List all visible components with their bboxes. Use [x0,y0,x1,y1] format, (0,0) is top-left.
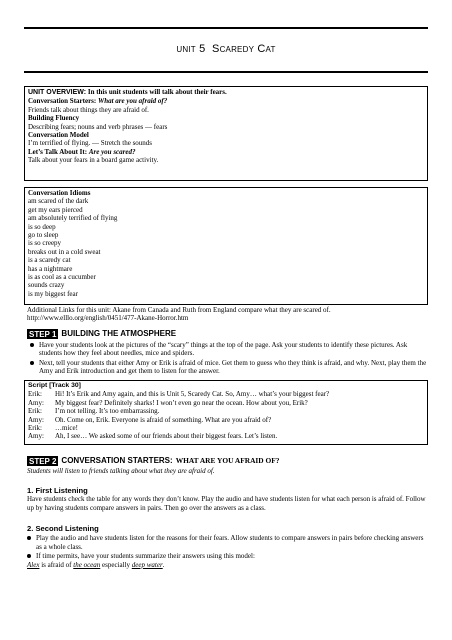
step1-title: BUILDING THE ATMOSPHERE [61,328,177,338]
bullet-item: Play the audio and have students listen for the reasons for their fears. Allow students to compare answers in pairs before checking answers as a whole class. [27,534,427,551]
step2-title: CONVERSATION STARTERS: [61,455,173,465]
second-listening-title: 2. Second Listening [27,524,99,533]
conversation-idioms-box [24,187,428,305]
idiom-item: go to sleep [28,231,59,240]
unit-title: UNIT 5 SCAREDY CAT [176,43,276,56]
script-line: Amy: Oh. Come on, Erik. Everyone is afraid of something. What are you afraid of? [28,415,272,424]
script-label: Script [Track 30] [28,382,81,389]
idiom-item: is a scaredy cat [28,256,71,265]
step2-intro: Students will listen to friends talking about what they are afraid of. [27,467,215,475]
step2-heading [27,456,279,466]
step2-subtitle: WHAT ARE YOU AFRAID OF? [175,455,280,465]
idiom-item: is so creepy [28,239,62,248]
idiom-item: is my biggest fear [28,289,78,298]
bullet-icon [27,536,31,540]
script-line: Erik: I’m not telling. It’s too embarrassing. [28,407,160,416]
link-url[interactable]: http://www.elllo.org/english/0451/477-Akane-Horror.htm [27,314,189,323]
bullet-item: Next, tell your students that either Amy or Erik is afraid of mice. Get them to guess who they think is afraid, and why. Next, play them the Amy and Erik introduction and get them to listen for the answer. [30,359,427,376]
idiom-item: get my ears pierced [28,205,83,214]
script-line: Erik: …mice! [28,424,78,433]
bullet-item: If time permits, have your students summarize their answers using this model: [27,552,427,560]
idiom-item: breaks out in a cold sweat [28,247,101,256]
first-listening [27,487,427,512]
idiom-item: sounds crazy [28,281,65,290]
bullet-icon [27,554,31,558]
step1-heading [27,329,176,339]
step1-bullets [30,340,427,376]
script-box [24,380,428,445]
first-listening-text: Have students check the table for any words they don’t know. Play the audio and have students listen for what each person is afraid of. Follow up by having students compare answers in pairs. Then go over the answers as a class. [27,495,426,512]
idiom-item: is as cool as a cucumber [28,273,96,282]
idiom-item: am scared of the dark [28,197,89,206]
unit-overview-box: UNIT OVERVIEW: In this unit students will talk about their fears. Conversation Starters: What are you afraid of? Friends talk about things they are afraid of. Building Fluency Describing fears; nouns and verb phrases — fears Conversation Model I’m terrified of flying. — Stretch the sounds Let’s Talk About It: Are you scared? Talk about your fears in a board game activity. [24,86,428,181]
overview-label: UNIT OVERVIEW: [28,89,87,96]
unit-header [24,27,428,73]
step2-badge: STEP 2 [29,456,57,466]
overview-intro: In this unit students will talk about their fears. [87,88,227,96]
first-listening-title: 1. First Listening [27,486,88,495]
step1-badge: STEP 1 [29,329,57,339]
idiom-item: am absolutely terrified of flying [28,214,118,223]
summary-model: Alex is afraid of the ocean especially deep water. [27,560,165,569]
second-listening [27,525,427,569]
bullet-icon [30,343,34,347]
additional-links: Additional Links for this unit: Akane from Canada and Ruth from England compare what they are scared of. http://www.elllo.org/english/0451/477-Akane-Horror.htm [27,306,427,323]
script-line: Amy: Ah, I see… We asked some of our friends about their biggest fears. Let’s listen. [28,432,278,441]
idioms-label: Conversation Idioms [28,189,91,197]
script-line: Amy: My biggest fear? Definitely sharks! I won’t even go near the ocean. How about you, Erik? [28,398,308,407]
script-line: Erik: Hi! It’s Erik and Amy again, and this is Unit 5, Scaredy Cat. So, Amy… what’s your biggest fear? [28,390,330,399]
idiom-item: is so deep [28,222,56,231]
bullet-item: Have your students look at the pictures of the “scary” things at the top of the page. Ask your students to identify these pictures. Ask students how they feel about needles, mice and spiders. [30,341,427,358]
idiom-item: has a nightmare [28,264,73,273]
bullet-icon [30,361,34,365]
